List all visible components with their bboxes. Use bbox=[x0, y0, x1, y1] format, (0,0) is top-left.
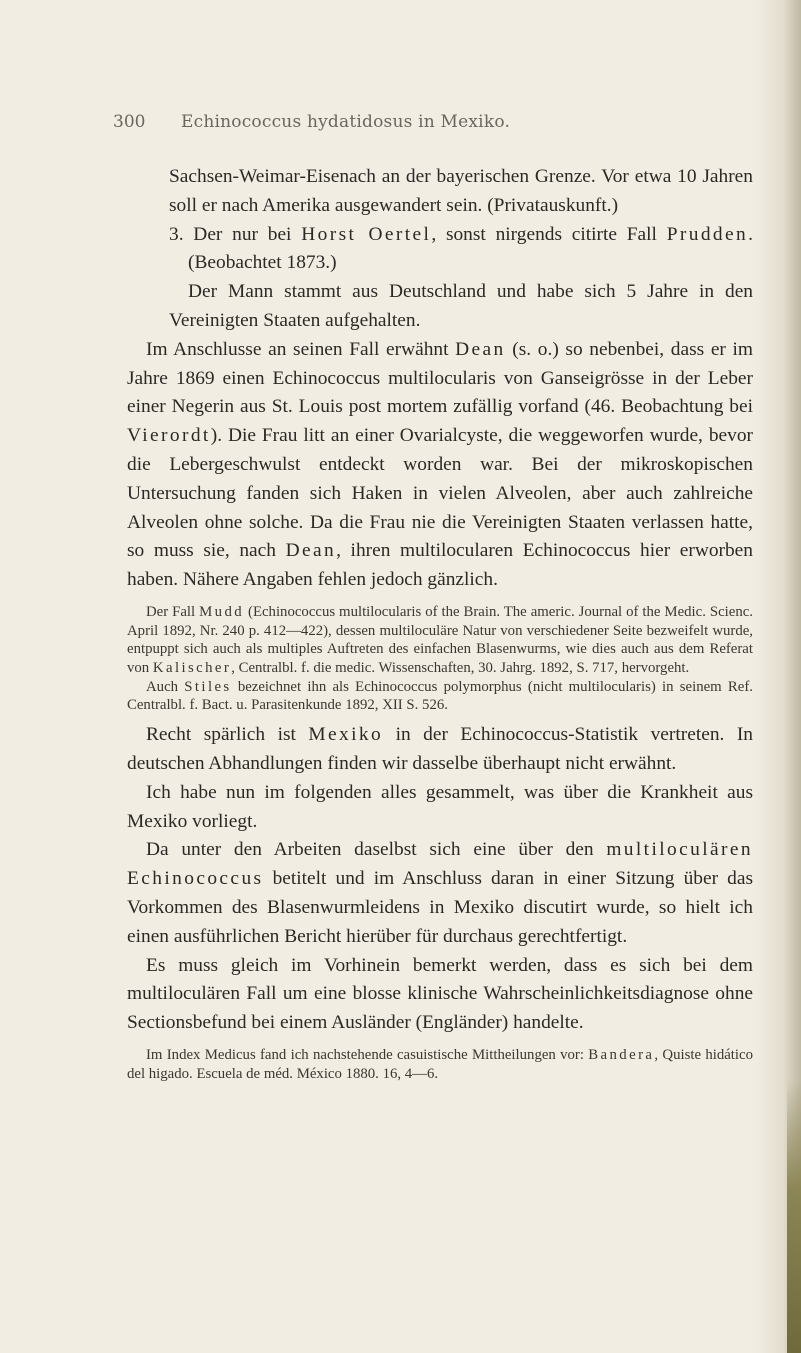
author-bandera: Bandera bbox=[588, 1046, 655, 1063]
case-end-text: . (Beobachtet 1873.) bbox=[188, 223, 753, 274]
page-edge-stain bbox=[787, 1080, 801, 1353]
fn2-text-b: bezeichnet ihn als Echinococcus polymorphus (nicht multilocularis) in seinem Ref. Centralbl. f. Bact. u. Parasitenkunde 1892, XII S. 526. bbox=[127, 678, 753, 714]
case-mid-text: , sonst nirgends citirte Fall bbox=[431, 223, 667, 245]
p7-text-b: betitelt und im Anschluss daran in einer Sitzung über das Vorkommen des Blasenwurmleidens in Mexiko discutirt wurde, so hielt ich einen ausführlichen Bericht hierüber für durchaus gerechtfertigt. bbox=[127, 868, 753, 947]
p4-text-c: ). Die Frau litt an einer Ovarialcyste, die weggeworfen wurde, bevor die Lebergeschwulst entdeckt worden war. Bei der mikroskopischen Untersuchung fanden sich Haken in vielen Alveolen, aber auch zahlreiche Alveolen ohne solche. Da die Frau nie die Vereinigten Staaten verlassen hatte, so muss sie, nach bbox=[127, 425, 753, 562]
paragraph-5 bbox=[127, 721, 753, 779]
paragraph-6: Ich habe nun im folgenden alles gesammelt, was über die Krankheit aus Mexiko vorliegt. bbox=[127, 781, 753, 832]
fn1-text-c: , Centralbl. f. die medic. Wissenschaften, 30. Jahrg. 1892, S. 717, hervorgeht. bbox=[231, 660, 690, 677]
author-kalischer: Kalischer bbox=[152, 660, 232, 677]
p4-text-d: , ihren multilocularen Echinococcus hier erworben haben. Nähere Angaben fehlen jedoch gänzlich. bbox=[127, 540, 753, 591]
footnote-mudd bbox=[127, 603, 753, 678]
paragraph-case-3 bbox=[169, 221, 753, 279]
fn1-text-a: Der Fall bbox=[146, 603, 200, 620]
paragraph-1: Sachsen-Weimar-Eisenach an der bayerischen Grenze. Vor etwa 10 Jahren soll er nach Amerika ausgewandert sein. (Privatauskunft.) bbox=[169, 166, 753, 216]
paragraph-3: Der Mann stammt aus Deutschland und habe sich 5 Jahre in den Vereinigten Staaten aufgehalten. bbox=[169, 281, 753, 331]
country-mexiko: Mexiko bbox=[308, 724, 384, 746]
author-stiles: Stiles bbox=[184, 678, 232, 695]
p5-text-b: in der Echinococcus-Statistik vertreten. In deutschen Abhandlungen finden wir dasselbe überhaupt nicht erwähnt. bbox=[127, 724, 753, 774]
running-title: Echinococcus hydatidosus in Mexiko. bbox=[181, 112, 511, 132]
page-text bbox=[127, 163, 753, 1083]
footnote-index-medicus bbox=[127, 1046, 753, 1083]
author-vierordt: Vierordt bbox=[127, 425, 211, 447]
author-dean: Dean bbox=[455, 338, 506, 360]
running-head bbox=[113, 112, 773, 134]
fn2-text-a: Auch bbox=[146, 678, 185, 695]
p4-text-a: Im Anschlusse an seinen Fall erwähnt bbox=[146, 338, 456, 360]
page-number: 300 bbox=[113, 112, 146, 132]
author-mudd: Mudd bbox=[199, 603, 245, 620]
p7-text-a: Da unter den Arbeiten daselbst sich eine über den bbox=[146, 839, 607, 861]
p5-text-a: Recht spärlich ist bbox=[146, 724, 309, 746]
footnote-stiles bbox=[127, 678, 753, 715]
fn3-text-a: Im Index Medicus fand ich nachstehende casuistische Mittheilungen vor: bbox=[146, 1046, 589, 1063]
paragraph-4 bbox=[127, 336, 753, 595]
paragraph-7 bbox=[127, 836, 753, 951]
fn1-text-b: (Echinococcus multilocularis of the Brain. The americ. Journal of the Medic. Scienc. April 1892, Nr. 240 p. 412—422), dessen multiloculäre Natur von verschiedener Seite bezweifelt wurde, entpuppt sich auch als multiples Auftreten des einfachen Blasenwurms, wie dies auch aus dem Referat von bbox=[127, 603, 753, 677]
case-number-text: 3. Der nur bei bbox=[169, 223, 302, 245]
author-prudden: Prudden bbox=[666, 223, 749, 245]
author-horst-oertel: Horst Oertel bbox=[301, 223, 432, 245]
p4-text-b: (s. o.) so nebenbei, dass er im Jahre 1869 einen Echinococcus multilocularis von Ganseigrösse in der Leber einer Negerin aus St. Louis post mortem zufällig vorfand (46. Beobachtung bei bbox=[127, 338, 753, 418]
paragraph-8: Es muss gleich im Vorhinein bemerkt werden, dass es sich bei dem multiloculären Fall um eine blosse klinische Wahrscheinlichkeitsdiagnose ohne Sectionsbefund bei einem Ausländer (Engländer) handelte. bbox=[127, 954, 753, 1034]
author-dean-2: Dean bbox=[285, 540, 337, 562]
term-multilocular: multiloculären Echinococcus bbox=[127, 839, 753, 890]
fn3-text-b: , Quiste hidático del higado. Escuela de méd. México 1880. 16, 4—6. bbox=[127, 1046, 753, 1082]
